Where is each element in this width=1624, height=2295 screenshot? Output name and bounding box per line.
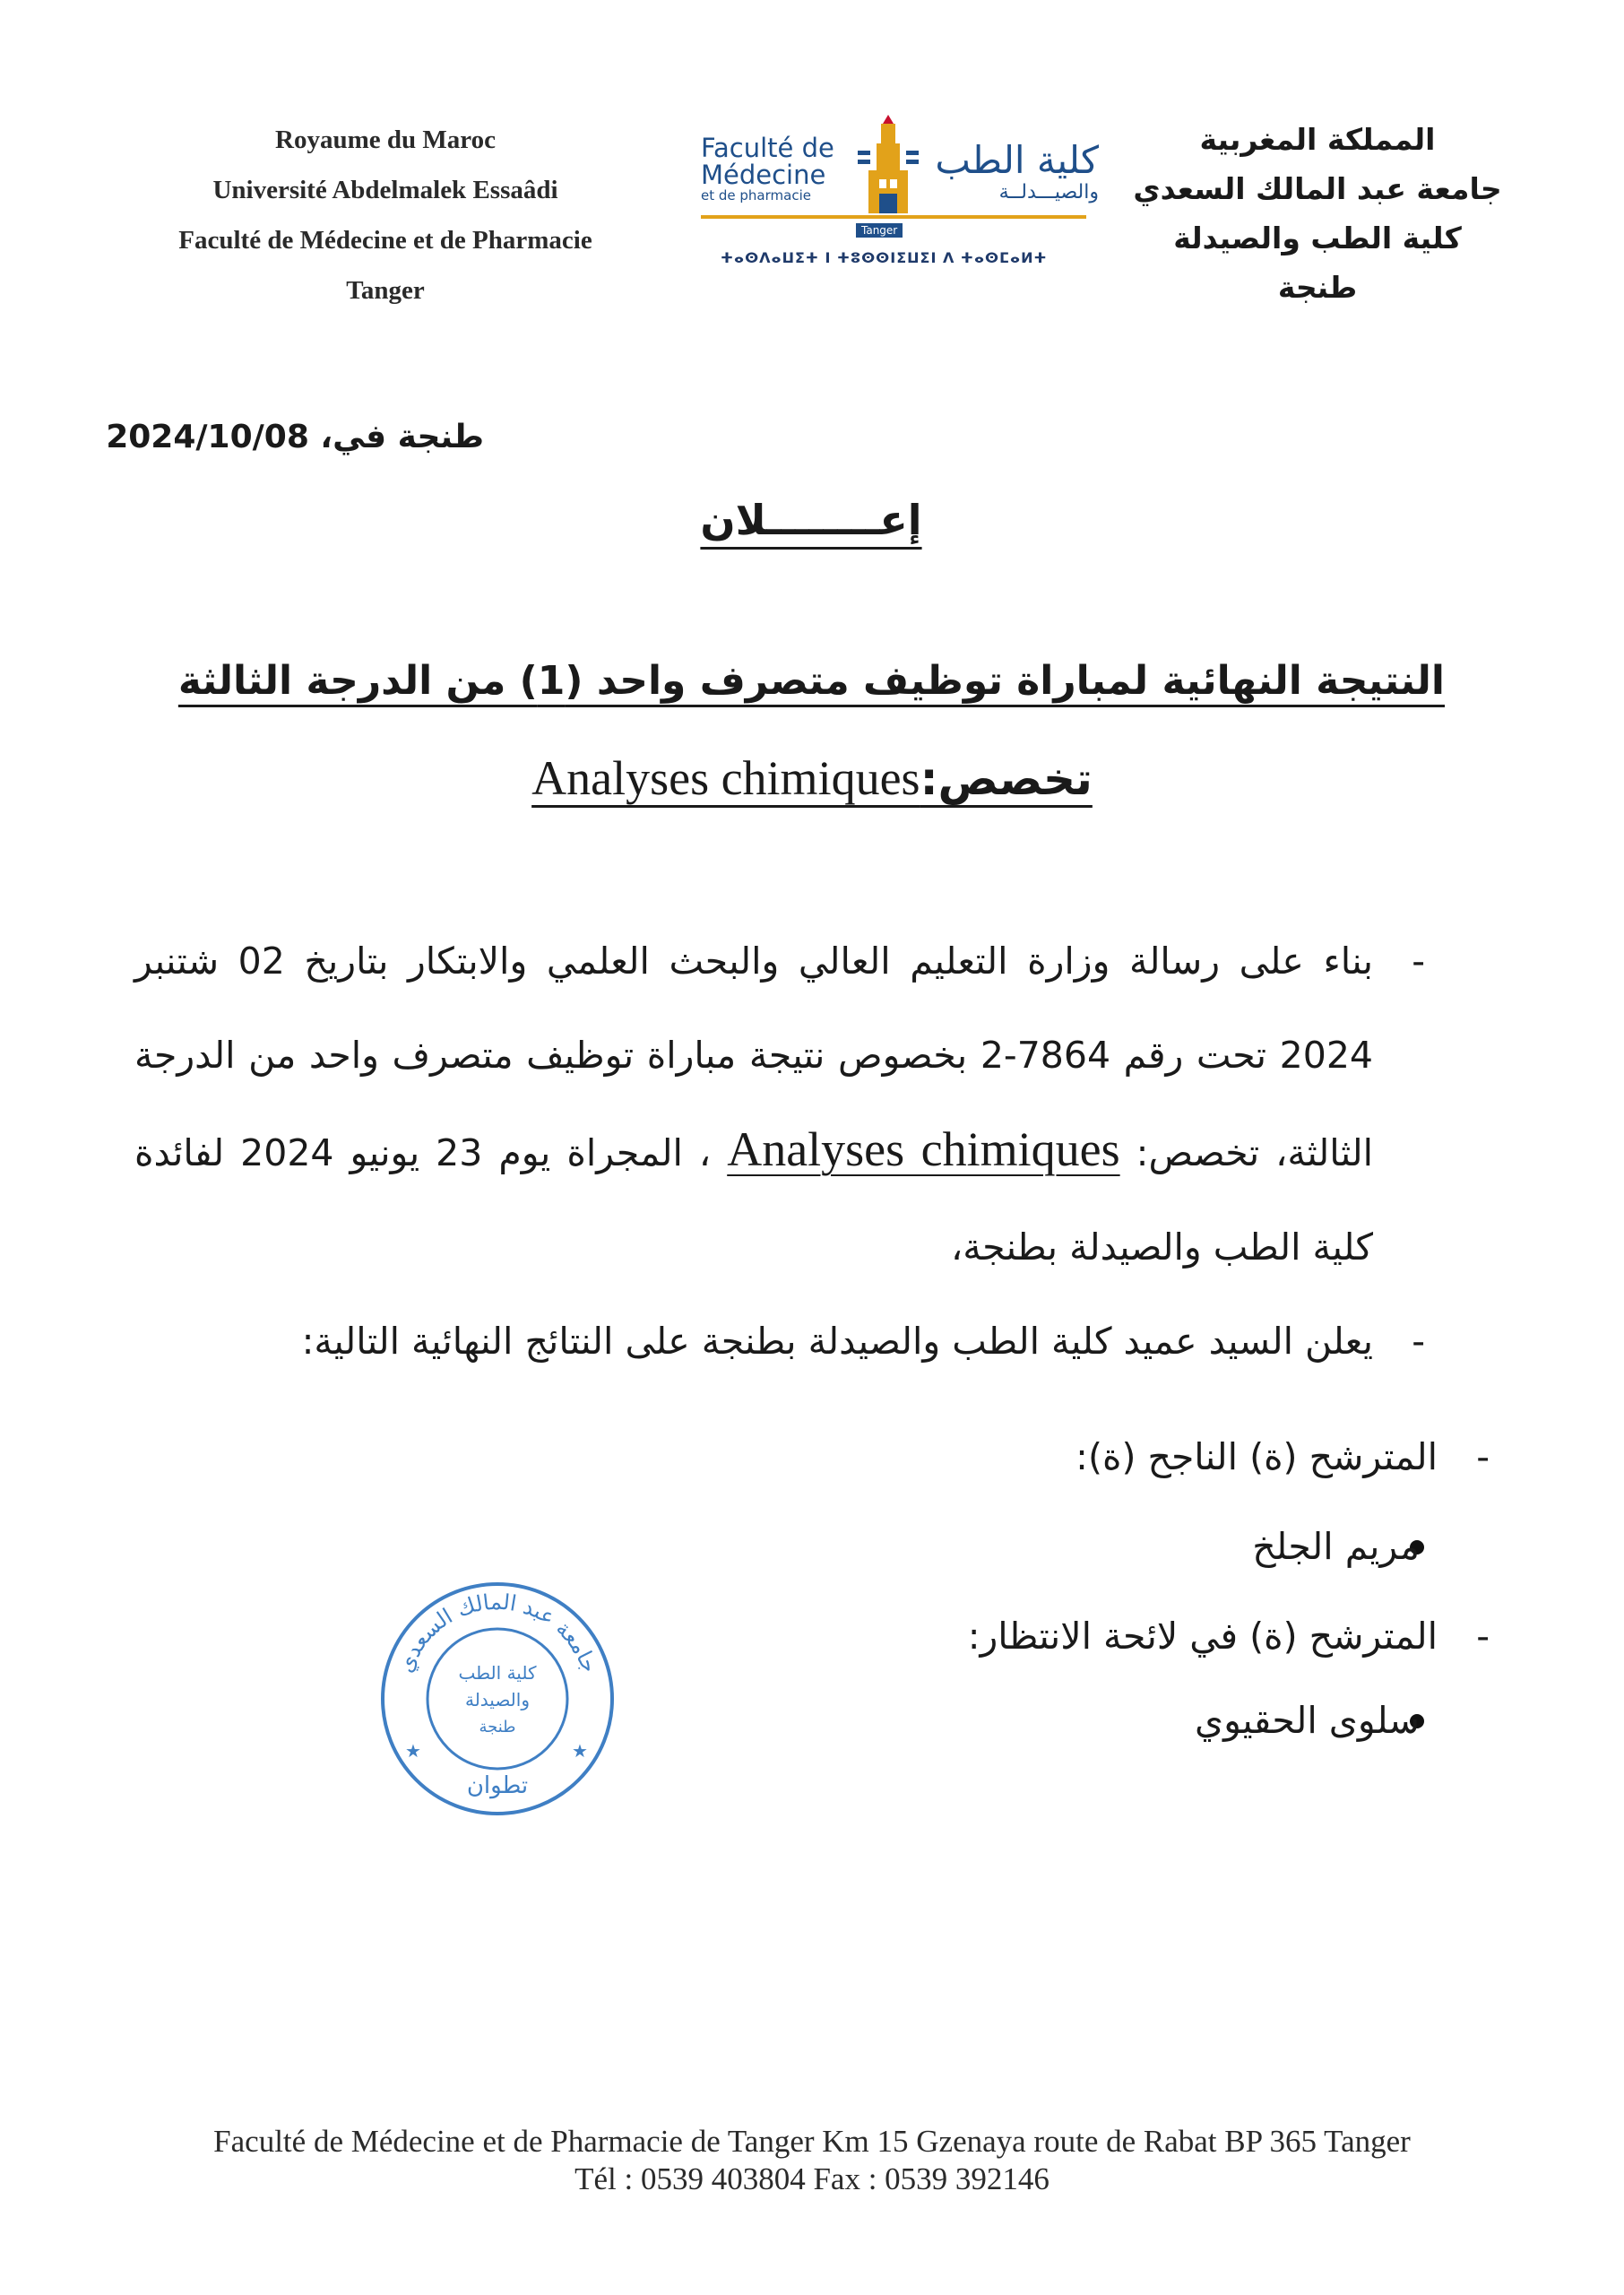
specialty-title: [403, 738, 1221, 819]
official-stamp: [376, 1578, 618, 1820]
waiting-heading-text: المترشح (ة) في لائحة الانتظار:: [967, 1615, 1438, 1658]
logo-fr-line1: Faculté de: [701, 133, 834, 163]
paragraph-dean-announcement: - يعلن السيد عميد كلية الطب والصيدلة بطنجة على النتائج النهائية التالية:: [134, 1295, 1425, 1389]
stamp-star-icon: ★: [405, 1740, 421, 1762]
stamp-center-line2: والصيدلة: [464, 1689, 531, 1710]
logo-ar-line1: كلية الطب: [935, 138, 1099, 182]
logo-fr-line3: et de pharmacie: [701, 187, 811, 204]
successful-heading-text: المترشح (ة) الناجح (ة):: [1075, 1435, 1438, 1478]
logo-fr-line2: Médecine: [701, 160, 826, 190]
specialty-title-ar: تخصص:: [920, 753, 1093, 805]
body-paragraphs: [134, 914, 1425, 1389]
logo-city-tag: Tanger: [856, 223, 903, 238]
header-country-fr: Royaume du Maroc: [275, 126, 496, 154]
header-arabic-block: [1102, 115, 1533, 312]
header-university-ar: جامعة عبد المالك السعدي: [1133, 171, 1502, 206]
header-french-block: [108, 115, 663, 316]
paragraph-reference-part1: بناء على رسالة وزارة التعليم العالي والبحث العلمي والابتكار بتاريخ 02 شتنبر 2024 تحت رقم 7864-2 بخصوص نتيجة مباراة توظيف متصرف واحد من الدرجة الثالثة، تخصص:: [134, 940, 1374, 1174]
footer-address: Faculté de Médecine et de Pharmacie de Tanger Km 15 Gzenaya route de Rabat BP 365 Tanger: [213, 2124, 1411, 2159]
paragraph-reference: [134, 914, 1425, 1295]
page-footer: [0, 2123, 1624, 2198]
paragraph-specialty: Analyses chimiques: [727, 1122, 1120, 1176]
logo-tifinagh-text: ⵜⴰⵙⴷⴰⵡⵉⵜ ⵏ ⵜⵓⵙⵙⵏⵉⵡⵉⵏ ⴷ ⵜⴰⵙⵎⴰⵍⵜ: [721, 249, 1048, 266]
logo-french-text: [701, 134, 834, 203]
logo-ar-line2: والصيـــدلــة: [998, 181, 1099, 204]
specialty-title-fr: Analyses chimiques: [531, 751, 920, 805]
header-university-fr: Université Abdelmalek Essaâdi: [212, 176, 558, 204]
header-faculty-ar: كلية الطب والصيدلة: [1173, 221, 1462, 255]
stamp-ring-text: جامعة عبد المالك السعدي: [393, 1589, 603, 1676]
announcement-heading: إعــــــــلان: [700, 496, 922, 544]
header-city-fr: Tanger: [346, 276, 425, 305]
header-city-ar: طنجة: [1277, 270, 1358, 305]
stamp-bottom-text: تطوان: [466, 1772, 529, 1799]
header-country-ar: المملكة المغربية: [1199, 122, 1436, 157]
successful-candidate-heading: -المترشح (ة) الناجح (ة):: [1075, 1435, 1490, 1478]
stamp-star-icon: ★: [572, 1740, 588, 1762]
waiting-list-candidate-name: سلوى الحقيوي: [1195, 1699, 1420, 1742]
successful-candidate-name: مريم الجلخ: [1252, 1525, 1420, 1568]
footer-contact: Tél : 0539 403804 Fax : 0539 392146: [574, 2161, 1050, 2196]
paragraph-reference-part2: ، المجراة يوم 23 يونيو 2024 لفائدة كلية الطب والصيدلة بطنجة،: [134, 1131, 1373, 1269]
header-faculty-fr: Faculté de Médecine et de Pharmacie: [178, 226, 592, 255]
tower-icon: [847, 115, 932, 227]
logo-arabic-text: [935, 140, 1099, 204]
document-title: النتيجة النهائية لمباراة توظيف متصرف واحد (1) من الدرجة الثالثة: [177, 658, 1445, 704]
faculty-logo: [681, 115, 1111, 276]
document-date: طنجة في، 2024/10/08: [106, 419, 484, 455]
logo-divider: [701, 215, 1086, 219]
stamp-center-line3: طنجة: [479, 1718, 516, 1736]
waiting-list-heading: -المترشح (ة) في لائحة الانتظار:: [967, 1615, 1490, 1658]
stamp-center-line1: كلية الطب: [458, 1662, 537, 1684]
